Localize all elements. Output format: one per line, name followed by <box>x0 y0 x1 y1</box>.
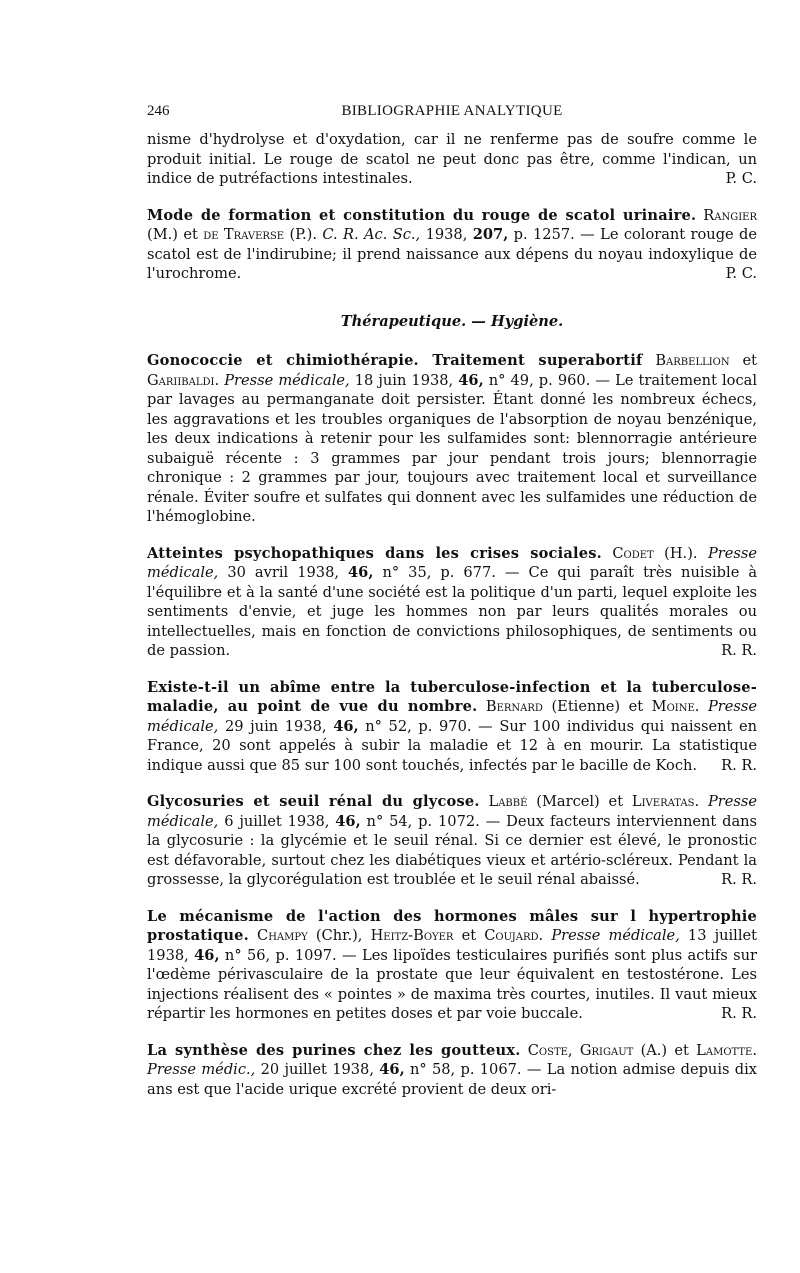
section-heading: Thérapeutique. — Hygiène. <box>340 312 564 330</box>
entry-author-initial: (H.). <box>664 544 698 562</box>
entry-body: Les lipoïdes testiculaires purifiés sont plus actifs sur l'œdème périvasculaire de la prostate que leur équivalent en testostérone. Les injections réalisent des « pointes » de maxima très courtes, inutiles. Il vaut mieux répartir les hormones en petites doses et par voie buccale. <box>147 946 758 1022</box>
entry-pages: n° 54, p. 1072. — <box>366 812 501 830</box>
entry-journal: Presse médicale, <box>551 927 680 944</box>
entry-signature: P. C. <box>725 265 757 282</box>
entry-title: La synthèse des purines chez les goutteux. <box>147 1041 521 1059</box>
entry-volume: 46, <box>458 371 484 389</box>
entry-date: 30 avril 1938, <box>227 564 339 581</box>
entry-author: Lamotte. <box>696 1041 757 1059</box>
entry-conjunction: et <box>461 927 477 944</box>
entry-author: Barbellion <box>655 352 730 369</box>
entry-volume: 46, <box>194 946 220 964</box>
entry-author: Grigaut <box>579 1041 634 1059</box>
entry-author-initial: (P.). <box>289 226 317 243</box>
entry-date: 6 juillet 1938, <box>224 812 330 830</box>
running-header <box>147 103 757 120</box>
entry-author: Heitz-Boyer <box>370 927 454 944</box>
entry-date: 1938, <box>425 226 468 243</box>
entry-journal: Presse médicale, <box>147 793 757 830</box>
entry-body: Deux facteurs interviennent dans la glycosurie : la glycémie et le seuil rénal. Si ce dernier est élevé, le pronostic est défavorable, surtout chez les diabétiques vieux et artério-scléreux. Pendant la grossesse, la glycorégulation est troublée et le seuil rénal abaissé. <box>147 812 758 888</box>
entry-date: 29 juin 1938, <box>224 717 327 735</box>
entry-pages: n° 35, p. 677. — <box>382 564 520 581</box>
entry-author: Liveratas. <box>631 793 700 810</box>
entry-volume: 46, <box>379 1061 405 1078</box>
entry-pages: n° 56, p. 1097. — <box>224 946 357 964</box>
entry-journal: Presse médicale, <box>147 544 758 581</box>
entry-volume: 46, <box>348 564 374 581</box>
entry-author: Coujard. <box>484 927 544 944</box>
entry-author-initial: (Marcel) et <box>536 793 624 810</box>
entry-title: Existe-t-il un abîme entre la tuberculose-infection et la tuberculose-maladie, au point de vue du nombre. <box>147 678 757 715</box>
entry-hormones <box>147 907 757 1024</box>
page-number: 246 <box>147 103 170 119</box>
entry-signature: R. R. <box>721 756 757 774</box>
entry-psychopathiques <box>147 544 757 661</box>
entry-tuberculose <box>147 678 757 776</box>
entry-body: Le colorant rouge de scatol est de l'indirubine; il prend naissance aux dépens du noyau indoxylique de l'urochrome. <box>147 226 758 282</box>
entry-author: Codet <box>612 544 654 562</box>
entry-conjunction: et <box>742 352 758 369</box>
entry-signature: R. R. <box>721 642 757 659</box>
entry-body: Ce qui paraît très nuisible à l'équilibre et à la santé d'une société est la politique d'un parti, lequel exploite les sentiments d'envie, et juge les hommes non par leurs qualités morales ou intellectuelles, mais en fonction de convictions philosophiques, de sentiments ou de passion. <box>147 564 758 659</box>
entry-scatol <box>147 206 757 284</box>
entry-volume: 46, <box>333 717 359 735</box>
intro-text: nisme d'hydrolyse et d'oxydation, car il ne renferme pas de soufre comme le produit initial. Le rouge de scatol ne peut donc pas être, comme l'indican, un indice de putréfactions intestinales. <box>147 131 757 187</box>
entry-author: Coste, <box>527 1041 573 1059</box>
intro-signature: P. C. <box>725 170 757 187</box>
entry-date: 20 juillet 1938, <box>260 1061 374 1078</box>
entry-journal: Presse médic., <box>147 1061 256 1078</box>
entry-volume: 46, <box>335 812 361 830</box>
entry-volume: 207, <box>472 226 509 243</box>
entry-signature: R. R. <box>721 1005 757 1022</box>
entry-author: Bernard <box>485 698 543 715</box>
running-title: BIBLIOGRAPHIE ANALYTIQUE <box>341 103 563 119</box>
entry-title: Mode de formation et constitution du rouge de scatol urinaire. <box>147 206 697 224</box>
entry-author: Rangier <box>703 206 757 224</box>
entry-journal: Presse médicale, <box>224 371 350 389</box>
intro-paragraph <box>147 130 757 189</box>
entry-pages: n° 58, p. 1067. — <box>409 1061 542 1078</box>
entry-author: de Traverse <box>203 226 285 243</box>
entry-title: Le mécanisme de l'action des hormones mâles sur l hypertrophie prostatique. <box>147 907 757 944</box>
entry-author: Moine. <box>651 698 700 715</box>
entry-body: Sur 100 individus qui naissent en France, 20 sont appelés à subir la maladie et 12 à en mourir. La statistique indique aussi que 85 sur 100 sont touchés, infectés par le bacille de Koch. <box>147 717 758 774</box>
entry-title: Atteintes psychopathiques dans les crises sociales. <box>147 544 602 562</box>
entry-author-initial: (Etienne) et <box>551 698 644 715</box>
entry-purines <box>147 1041 757 1100</box>
entry-signature: R. R. <box>721 871 757 888</box>
entry-date: 18 juin 1938, <box>354 371 454 389</box>
entry-pages: n° 52, p. 970. — <box>365 717 493 735</box>
entry-body: La notion admise depuis dix ans est que l'acide urique excrété provient de deux ori- <box>147 1061 758 1098</box>
entry-title: Gonococcie et chimiothérapie. Traitement superabortif <box>147 352 643 369</box>
entry-gonococcie <box>147 351 757 527</box>
entry-author: Labbé <box>488 793 528 810</box>
entry-author: Gariibaldi. <box>147 371 220 389</box>
entry-pages: n° 49, p. 960. — <box>488 371 611 389</box>
entry-author-initial: (A.) et <box>640 1041 689 1059</box>
entry-author-initial: (Chr.), <box>315 927 363 944</box>
entry-body: Le traitement local par lavages au permanganate doit persister. Étant donné les nombreux échecs, les aggravations et les troubles organiques de l'absorption de noyau benzénique, les deux indications à retenir pour les sulfamides sont: blennorragie antérieure subaiguë récente : 3 grammes par jour pendant trois jours; blennorragie chronique : 2 grammes par jour, toujours avec traitement local et surveillance rénale. Éviter soufre et sulfates qui donnent avec les sulfamides une réduction de l'hémoglobine. <box>147 371 758 525</box>
entry-author-initial: (M.) et <box>147 226 198 243</box>
entry-title: Glycosuries et seuil rénal du glycose. <box>147 793 480 810</box>
text-column <box>147 130 757 1099</box>
entry-author: Champy <box>257 927 308 944</box>
entry-journal: C. R. Ac. Sc., <box>322 226 421 243</box>
entry-date: 13 juillet 1938, <box>147 927 758 964</box>
entry-glycosuries <box>147 792 757 890</box>
entry-journal: Presse médicale, <box>147 698 757 735</box>
entry-pages: p. 1257. — <box>513 226 595 243</box>
